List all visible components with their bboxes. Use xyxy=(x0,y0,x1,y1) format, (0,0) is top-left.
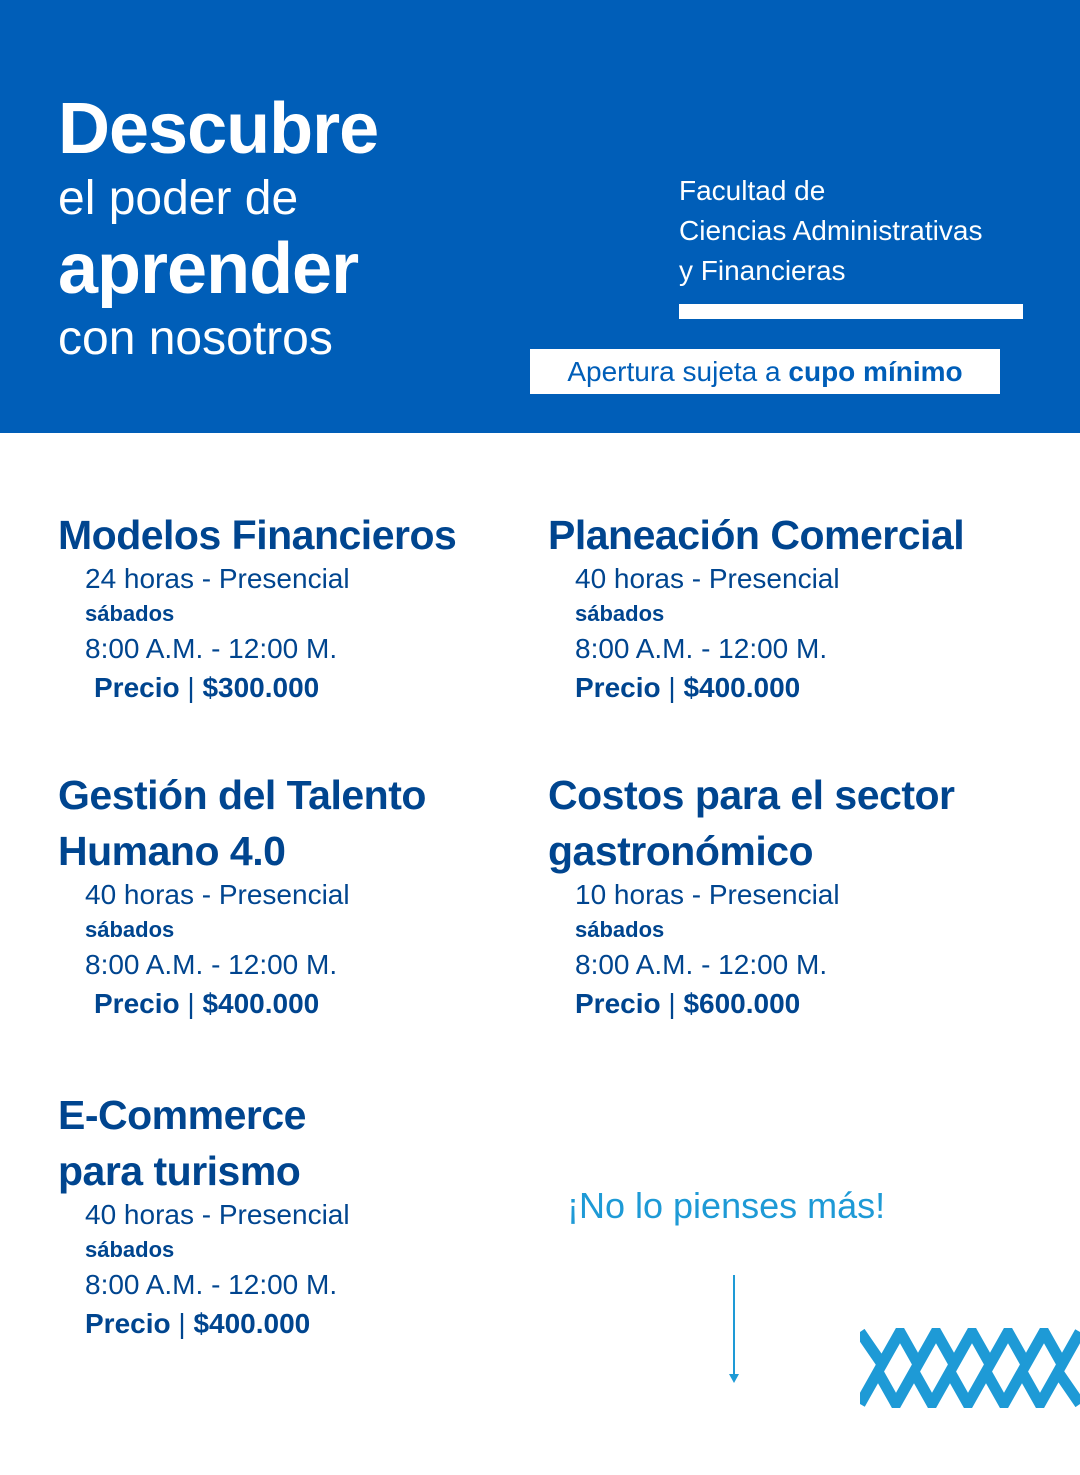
course-price xyxy=(575,983,955,1025)
faculty-line-2: Ciencias Administrativas xyxy=(679,215,983,246)
course-day: sábados xyxy=(575,601,665,626)
price-label: Precio xyxy=(575,672,661,703)
course-title-line-2: Humano 4.0 xyxy=(58,828,286,874)
course-title: Planeación Comercial xyxy=(548,512,965,558)
price-sep: | xyxy=(179,988,203,1019)
course-hours: 40 horas - Presencial xyxy=(575,563,840,594)
price-value: $600.000 xyxy=(683,988,801,1019)
course-title: Modelos Financieros xyxy=(58,512,457,558)
notice-bold: cupo mínimo xyxy=(788,356,963,387)
headline-descubre: Descubre xyxy=(58,89,379,169)
course-time: 8:00 A.M. - 12:00 M. xyxy=(575,949,828,980)
price-sep: | xyxy=(660,988,684,1019)
course-day: sábados xyxy=(85,1237,175,1262)
course-day: sábados xyxy=(85,917,175,942)
course-title-line-2: gastronómico xyxy=(548,828,814,874)
headline-poder: el poder de xyxy=(58,172,299,225)
course-time: 8:00 A.M. - 12:00 M. xyxy=(85,949,338,980)
price-label: Precio xyxy=(94,988,180,1019)
price-value: $400.000 xyxy=(202,988,320,1019)
course-title-line-2: para turismo xyxy=(58,1148,301,1194)
headline-nosotros: con nosotros xyxy=(58,312,333,365)
course-ecommerce-turismo xyxy=(58,1087,350,1345)
course-title-line-1: Gestión del Talento xyxy=(58,772,426,818)
course-title-line-1: Costos para el sector xyxy=(548,772,955,818)
course-costos-gastronomico xyxy=(548,767,955,1025)
headline-aprender: aprender xyxy=(58,229,359,309)
course-day: sábados xyxy=(575,917,665,942)
price-value: $400.000 xyxy=(193,1308,311,1339)
course-time: 8:00 A.M. - 12:00 M. xyxy=(575,633,828,664)
price-label: Precio xyxy=(85,1308,171,1339)
faculty-line-3: y Financieras xyxy=(679,255,846,286)
price-label: Precio xyxy=(575,988,661,1019)
course-hours: 40 horas - Presencial xyxy=(85,1199,350,1230)
price-sep: | xyxy=(660,672,684,703)
course-time: 8:00 A.M. - 12:00 M. xyxy=(85,633,338,664)
course-hours: 10 horas - Presencial xyxy=(575,879,840,910)
call-to-action: ¡No lo pienses más! xyxy=(567,1185,886,1226)
course-gestion-talento xyxy=(58,767,426,1025)
course-day: sábados xyxy=(85,601,175,626)
down-arrow-icon xyxy=(724,1275,744,1385)
hero-headline xyxy=(58,88,378,368)
course-planeacion-comercial xyxy=(548,507,964,709)
course-price xyxy=(85,667,456,709)
header-banner xyxy=(0,0,1080,433)
price-sep: | xyxy=(179,672,203,703)
price-label: Precio xyxy=(94,672,180,703)
course-modelos-financieros xyxy=(58,507,456,709)
faculty-name xyxy=(679,171,982,291)
price-value: $400.000 xyxy=(683,672,801,703)
price-sep: | xyxy=(170,1308,194,1339)
course-hours: 40 horas - Presencial xyxy=(85,879,350,910)
course-title-line-1: E-Commerce xyxy=(58,1092,306,1138)
minimum-quota-notice xyxy=(530,349,1000,394)
course-time: 8:00 A.M. - 12:00 M. xyxy=(85,1269,338,1300)
faculty-divider xyxy=(679,304,1023,319)
course-hours: 24 horas - Presencial xyxy=(85,563,350,594)
faculty-line-1: Facultad de xyxy=(679,175,826,206)
price-value: $300.000 xyxy=(202,672,320,703)
zigzag-pattern-icon xyxy=(860,1328,1080,1408)
notice-prefix: Apertura sujeta a xyxy=(567,356,789,387)
course-price xyxy=(85,983,426,1025)
course-price xyxy=(575,667,964,709)
course-price xyxy=(85,1303,350,1345)
